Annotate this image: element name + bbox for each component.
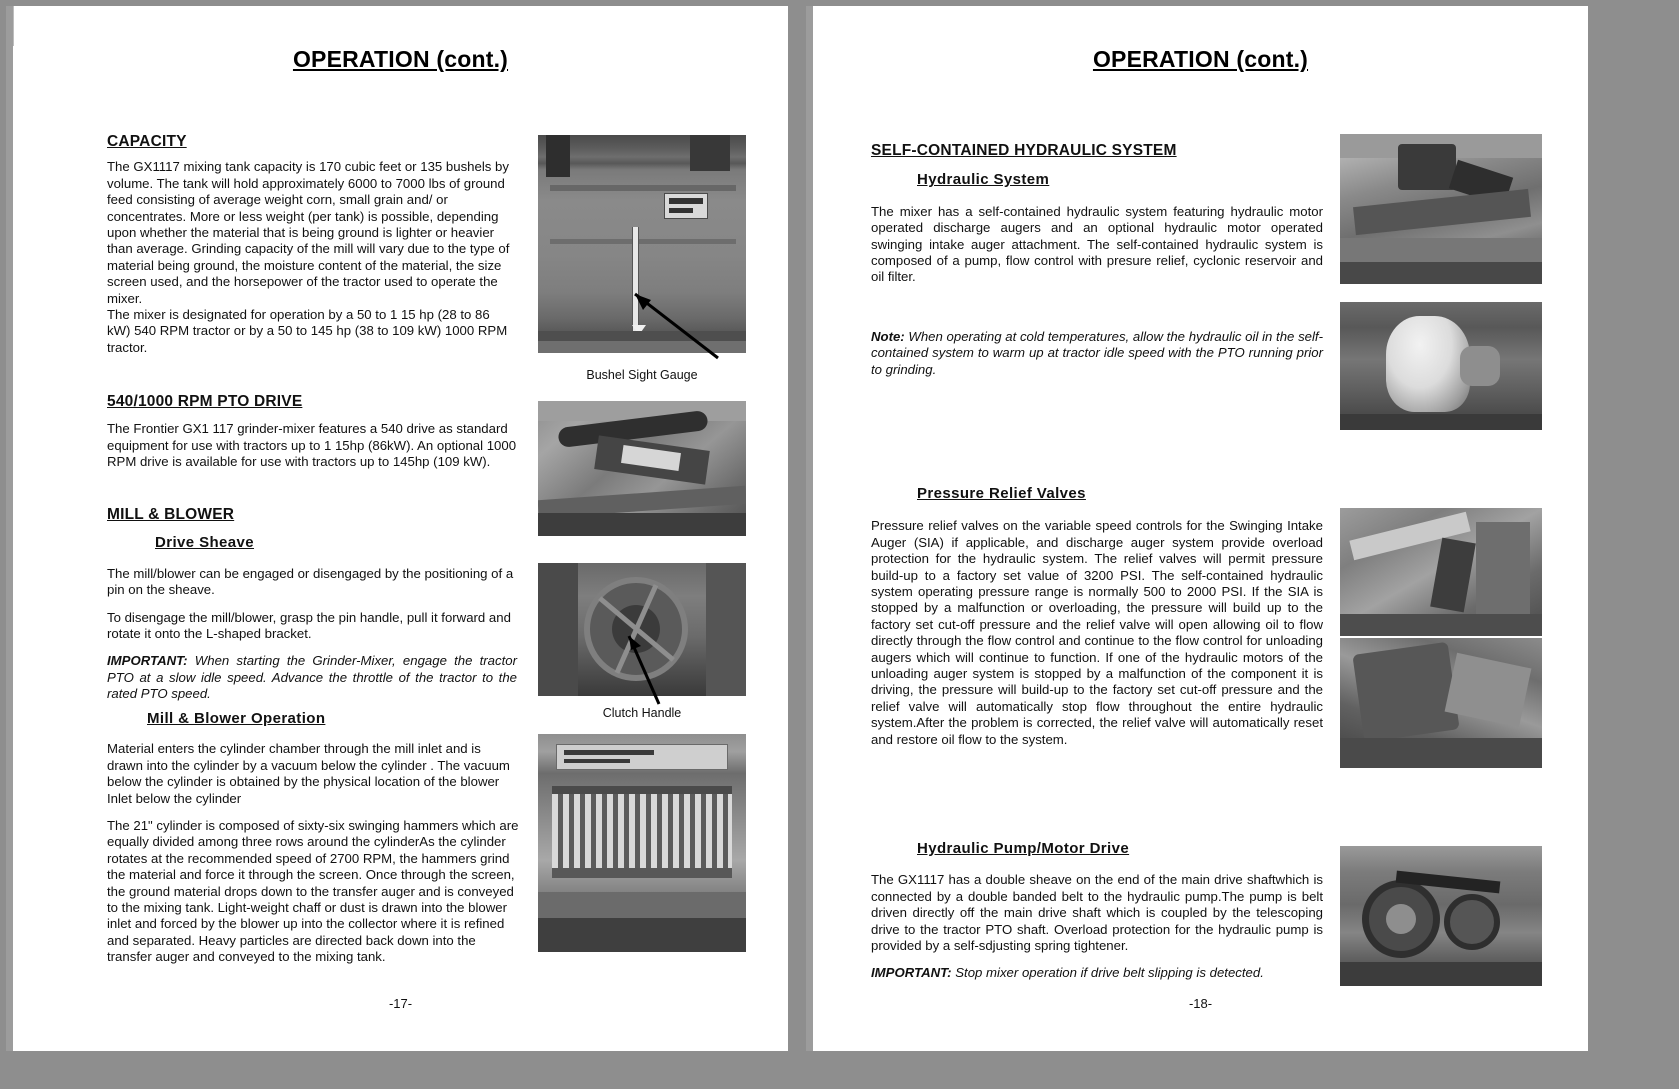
capacity-heading: CAPACITY (107, 133, 187, 150)
pto-drive-heading: 540/1000 RPM PTO DRIVE (107, 393, 303, 410)
mill-blower-operation-section (107, 711, 519, 977)
hydraulic-system-section (871, 143, 1323, 297)
right-page (806, 6, 1588, 1051)
drive-sheave-paragraph-2: To disengage the mill/blower, grasp the pin handle, pull it forward and rotate it onto the L-shaped bracket. (107, 609, 511, 642)
left-page-content (13, 46, 788, 1051)
hammer-mill-cylinder-photo (538, 734, 746, 952)
page-title-right: OPERATION (cont.) (1092, 46, 1309, 72)
mixing-tank-photo (538, 135, 746, 353)
cyclonic-reservoir-photo (1340, 302, 1542, 430)
left-page-number: -17- (388, 996, 413, 1011)
mill-operation-paragraph-2: The 21" cylinder is composed of sixty-six swinging hammers which are equally divided among three rows around the cylinderAs the cylinder rotates at the recommended speed of 2700 RPM, the hammers grind the material and force it through the screen. Once through the screen, the ground material drops down to the transfer auger and is conveyed to the mixing tank. Light-weight chaff or dust is drawn into the blower inlet and forced by the blower up into the collector where it is refined and separated. Heavy particles are directed back down into the transfer auger and conveyed to the mixing tank. (107, 818, 519, 965)
important-label-right: IMPORTANT: (871, 965, 952, 981)
right-page-number: -18- (1188, 996, 1213, 1011)
left-page (6, 6, 788, 1051)
drive-sheave-paragraph-1: The mill/blower can be engaged or disengaged by the positioning of a pin on the sheave. (107, 565, 514, 598)
mill-blower-operation-heading: Mill & Blower Operation (147, 710, 326, 727)
note-text: When operating at cold temperatures, allow the hydraulic oil in the self-contained system to warm up at tractor idle speed with the PTO running prior to grinding. (871, 329, 1323, 377)
mixing-tank-caption: Bushel Sight Gauge (586, 368, 698, 382)
important-text-right: Stop mixer operation if drive belt slipping is detected. (951, 965, 1264, 981)
drive-sheave-caption: Clutch Handle (602, 706, 682, 720)
important-text: When starting the Grinder-Mixer, engage the tractor PTO at a slow idle speed. Advance the throttle of the tractor to the rated PTO speed. (107, 653, 517, 702)
important-note-right (871, 965, 1323, 981)
mill-blower-heading: MILL & BLOWER (107, 506, 235, 523)
hydraulic-system-subheading: Hydraulic System (917, 171, 1050, 189)
mill-blower-section (107, 507, 517, 714)
page-title: OPERATION (cont.) (292, 46, 509, 72)
discharge-auger-valve-photo (1340, 638, 1542, 768)
pressure-relief-paragraph: Pressure relief valves on the variable speed controls for the Swinging Intake Auger (SIA) if applicable, and discharge auger system provide overload protection for the hydraulic system. The relief valves will permit pressure build-up to a factory set value of 3200 PSI. The self-contained hydraulic system operating pressure range is normally 500 to 2000 PSI. If the SIA is stopped by a malfunction or overloading, the pressure will build up to the factory set cut-off pressure and the relief valve will open allowing oil to flow directly through the flow control and continue to the flow control for unloading augers which will continue to function. If one of the hydraulic motors of the unloading auger system is stopped by a malfunction of the component it is driving, the pressure will build-up to the factory set cut-off pressure and the relief valve will automatically stop flow throughout the entire hydraulic system.After the problem is corrected, the relief valve will automatically reset and restore oil flow to the system. (871, 518, 1323, 747)
hydraulic-pump-paragraph: The GX1117 has a double sheave on the end of the main drive shaftwhich is connected by a double banded belt to the hydraulic pump.The pump is belt driven directly off the main drive shaft which is coupled by the telescoping drive to the tractor PTO shaft. Overload protection for the hydraulic pump is provided by a self-sdjusting spring tightener. (871, 872, 1323, 954)
capacity-paragraph-1: The GX1117 mixing tank capacity is 170 cubic feet or 135 bushels by volume. The tank will hold approximately 6000 to 7000 lbs of ground feed consisting of average weight corn, small grain and/ or concentrates. More or less weight (per tank) is possible, depending upon whether the material that is being ground is lighter or heavier than average. Grinding capacity of the mill will vary due to the type of material being ground, the moisture content of the material, the size screen used, and the horsepower of the tractor used to operate the mixer. (107, 159, 510, 306)
hydraulic-motor-photo (1340, 134, 1542, 284)
capacity-paragraph-2: The mixer is designated for operation by a 50 to 1 15 hp (28 to 86 kW) 540 RPM tractor or by a 50 to 145 hp (38 to 109 kW) 1000 RPM tractor. (107, 307, 508, 355)
hydraulic-pump-motor-drive-section (871, 841, 1323, 993)
pressure-relief-valves-heading: Pressure Relief Valves (917, 485, 1086, 502)
important-note-left (107, 653, 517, 702)
pressure-relief-valves-section (871, 486, 1323, 759)
pto-driveline-photo (538, 401, 746, 536)
pto-drive-section (107, 394, 517, 482)
hydraulic-system-paragraph: The mixer has a self-contained hydraulic system featuring hydraulic motor operated discharge augers and an optional hydraulic motor operated swinging intake auger attachment. The self-contained hydraulic system is composed of a pump, flow control with presure relief, cyclonic reservoir and oil filter. (871, 203, 1323, 285)
pressure-relief-valve-photo (1340, 508, 1542, 636)
capacity-section (107, 134, 511, 356)
drive-sheave-photo (538, 563, 746, 696)
important-label: IMPORTANT: (107, 653, 188, 669)
right-page-content (813, 46, 1588, 1051)
mill-operation-paragraph-1: Material enters the cylinder chamber through the mill inlet and is drawn into the cylinder by a vacuum below the cylinder . The vacuum below the cylinder is obtained by the physical location of the blower Inlet below the cylinder (107, 741, 510, 806)
cold-temperature-note (871, 329, 1323, 389)
note-label: Note: (871, 329, 905, 344)
drive-sheave-heading: Drive Sheave (155, 534, 255, 552)
pump-sheave-belt-photo (1340, 846, 1542, 986)
pto-drive-paragraph: The Frontier GX1 117 grinder-mixer features a 540 drive as standard equipment for use with tractors up to 1 15hp (86kW). An optional 1000 RPM drive is available for use with tractors up to 145hp (109 kW). (107, 421, 517, 470)
hydraulic-pump-heading: Hydraulic Pump/Motor Drive (917, 840, 1130, 857)
hydraulic-system-heading: SELF-CONTAINED HYDRAULIC SYSTEM (871, 142, 1177, 159)
